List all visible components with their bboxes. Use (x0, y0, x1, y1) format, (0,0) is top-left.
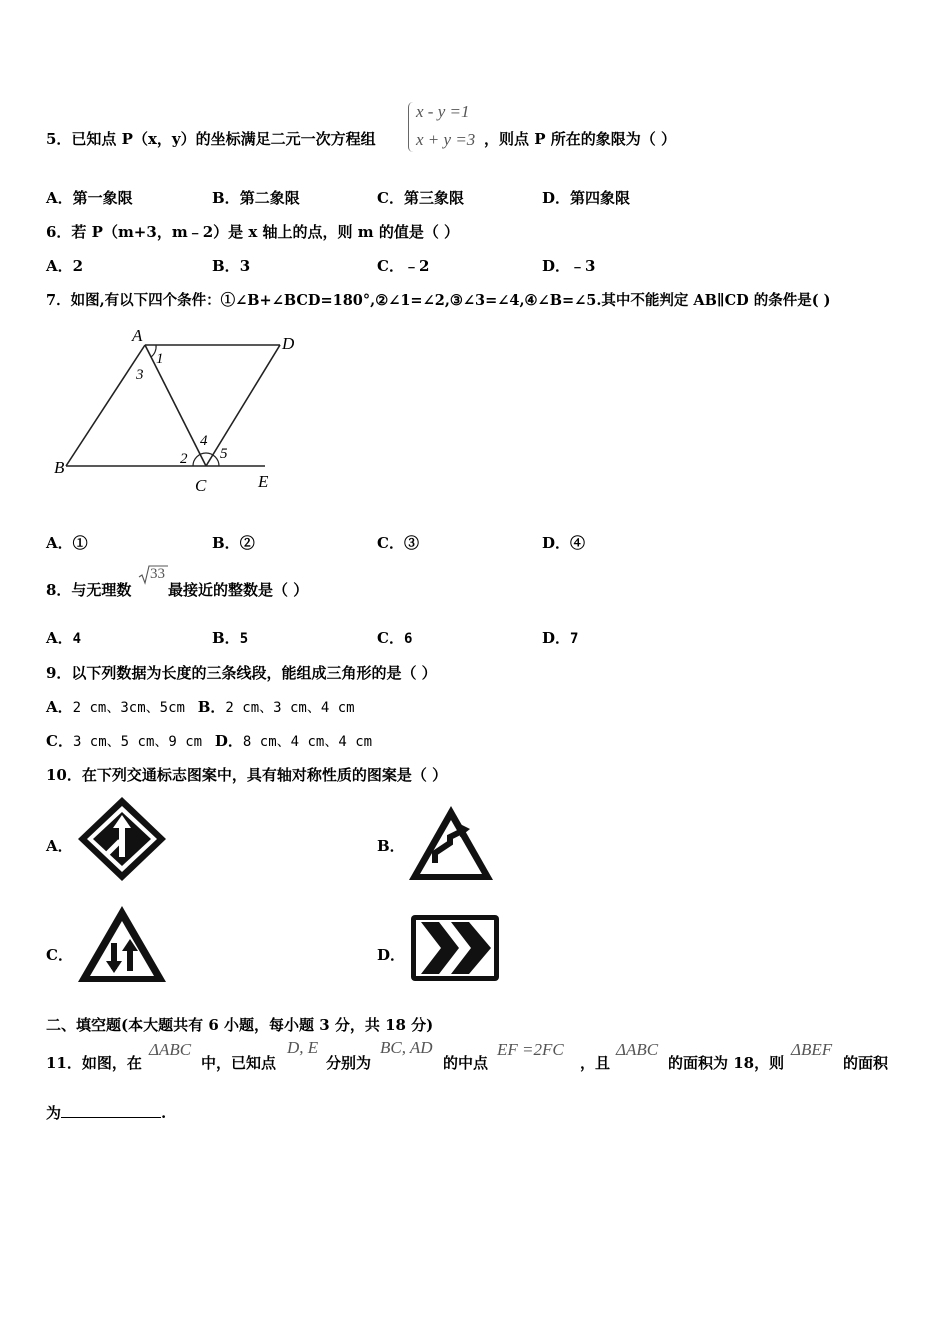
q11-math-triangle-abc: ΔABC (149, 1040, 192, 1059)
q8-prefix: 8．与无理数 (46, 581, 132, 599)
q10-option-a-label: A． (46, 837, 73, 855)
q11-math-triangle-abc-2: ΔABC (616, 1040, 659, 1059)
q8-suffix: 最接近的整数是（ ） (168, 581, 309, 599)
label-a: A (132, 326, 143, 345)
q5-option-a: A．第一象限 (46, 189, 133, 207)
q5-equation-2: x + y =3 (416, 130, 476, 149)
q6-stem: 6．若 P（m+3，m﹣2）是 x 轴上的点，则 m 的值是（ ） (46, 223, 460, 241)
q8-option-c: C．6 (377, 629, 413, 647)
q7-option-c: C．③ (377, 534, 419, 552)
q6-option-b: B．3 (212, 257, 251, 275)
q11-text-1: 11．如图，在 (46, 1054, 142, 1072)
q11-line-2: 为 . (46, 1104, 167, 1122)
q5-option-c: C．第三象限 (377, 189, 464, 207)
q10-option-b-label: B． (377, 837, 405, 855)
q7-stem: 7．如图,有以下四个条件：①∠B+∠BCD=180°,②∠1=∠2,③∠3=∠4,④∠B=∠5.其中不能判定 AB∥CD 的条件是( ) (46, 292, 831, 309)
q11-text-6: 的面积为 18，则 (668, 1054, 785, 1072)
q11-math-triangle-bef: ΔBEF (791, 1040, 833, 1059)
q9-options-line-2: C．3 cm、5 cm、9 cm D．8 cm、4 cm、4 cm (46, 732, 373, 750)
q11-math-points-de: D, E (287, 1038, 319, 1057)
q7-option-d: D．④ (542, 534, 586, 552)
segment-ac (145, 345, 206, 466)
label-e: E (258, 472, 269, 491)
section-2-title: 二、填空题(本大题共有 6 小题，每小题 3 分，共 18 分) (46, 1016, 434, 1034)
label-d: D (282, 334, 295, 353)
q8-option-d: D．7 (542, 629, 579, 647)
q8-option-a: A．4 (46, 629, 82, 647)
q8-radicand: 33 (150, 566, 165, 582)
answer-blank[interactable] (61, 1103, 161, 1118)
q8-option-b: B．5 (212, 629, 249, 647)
q10-option-d-label: D． (377, 946, 406, 964)
brace-icon (408, 102, 415, 152)
q10-option-c-label: C． (46, 946, 73, 964)
label-angle-5: 5 (220, 446, 228, 462)
q10-stem: 10．在下列交通标志图案中，具有轴对称性质的图案是（ ） (46, 766, 448, 784)
double-bend-sign-icon (406, 803, 496, 883)
q6-option-d: D．﹣3 (542, 257, 596, 275)
q11-math-segments: BC, AD (380, 1038, 433, 1057)
label-angle-3: 3 (136, 367, 144, 383)
q9-stem: 9．以下列数据为长度的三条线段，能组成三角形的是（ ） (46, 664, 437, 682)
label-angle-2: 2 (180, 451, 188, 467)
merge-lane-sign-icon (76, 795, 168, 883)
q6-option-c: C．﹣2 (377, 257, 430, 275)
q5-option-b: B．第二象限 (212, 189, 300, 207)
q11-text-2: 中，已知点 (201, 1054, 277, 1072)
q11-text-4: 的中点 (443, 1054, 489, 1072)
segment-ab (66, 345, 145, 466)
q11-text-5: ，且 (580, 1054, 611, 1072)
q6-option-a: A．2 (46, 257, 84, 275)
q5-suffix: ，则点 P 所在的象限为（ ） (484, 130, 676, 148)
q5-equation-1: x - y =1 (416, 102, 470, 121)
q7-figure (50, 325, 310, 500)
angle-arc-c (193, 453, 219, 466)
q7-option-b: B．② (212, 534, 255, 552)
two-way-traffic-sign-icon (76, 903, 168, 985)
segment-dc (206, 345, 280, 466)
label-angle-1: 1 (156, 351, 164, 367)
q5-equation-system (408, 102, 488, 156)
q11-text-3: 分别为 (326, 1054, 372, 1072)
q11-math-ratio: EF =2FC (497, 1040, 564, 1059)
label-angle-4: 4 (200, 433, 208, 449)
label-b: B (54, 458, 65, 477)
q5-prefix: 5．已知点 P（x，y）的坐标满足二元一次方程组 (46, 130, 376, 148)
chevron-sign-icon (409, 913, 501, 983)
label-c: C (195, 476, 207, 495)
q9-options-line-1: A．2 cm、3cm、5cm B．2 cm、3 cm、4 cm (46, 698, 355, 716)
q5-option-d: D．第四象限 (542, 189, 631, 207)
q7-option-a: A．① (46, 534, 88, 552)
q11-text-7: 的面积 (843, 1054, 889, 1072)
